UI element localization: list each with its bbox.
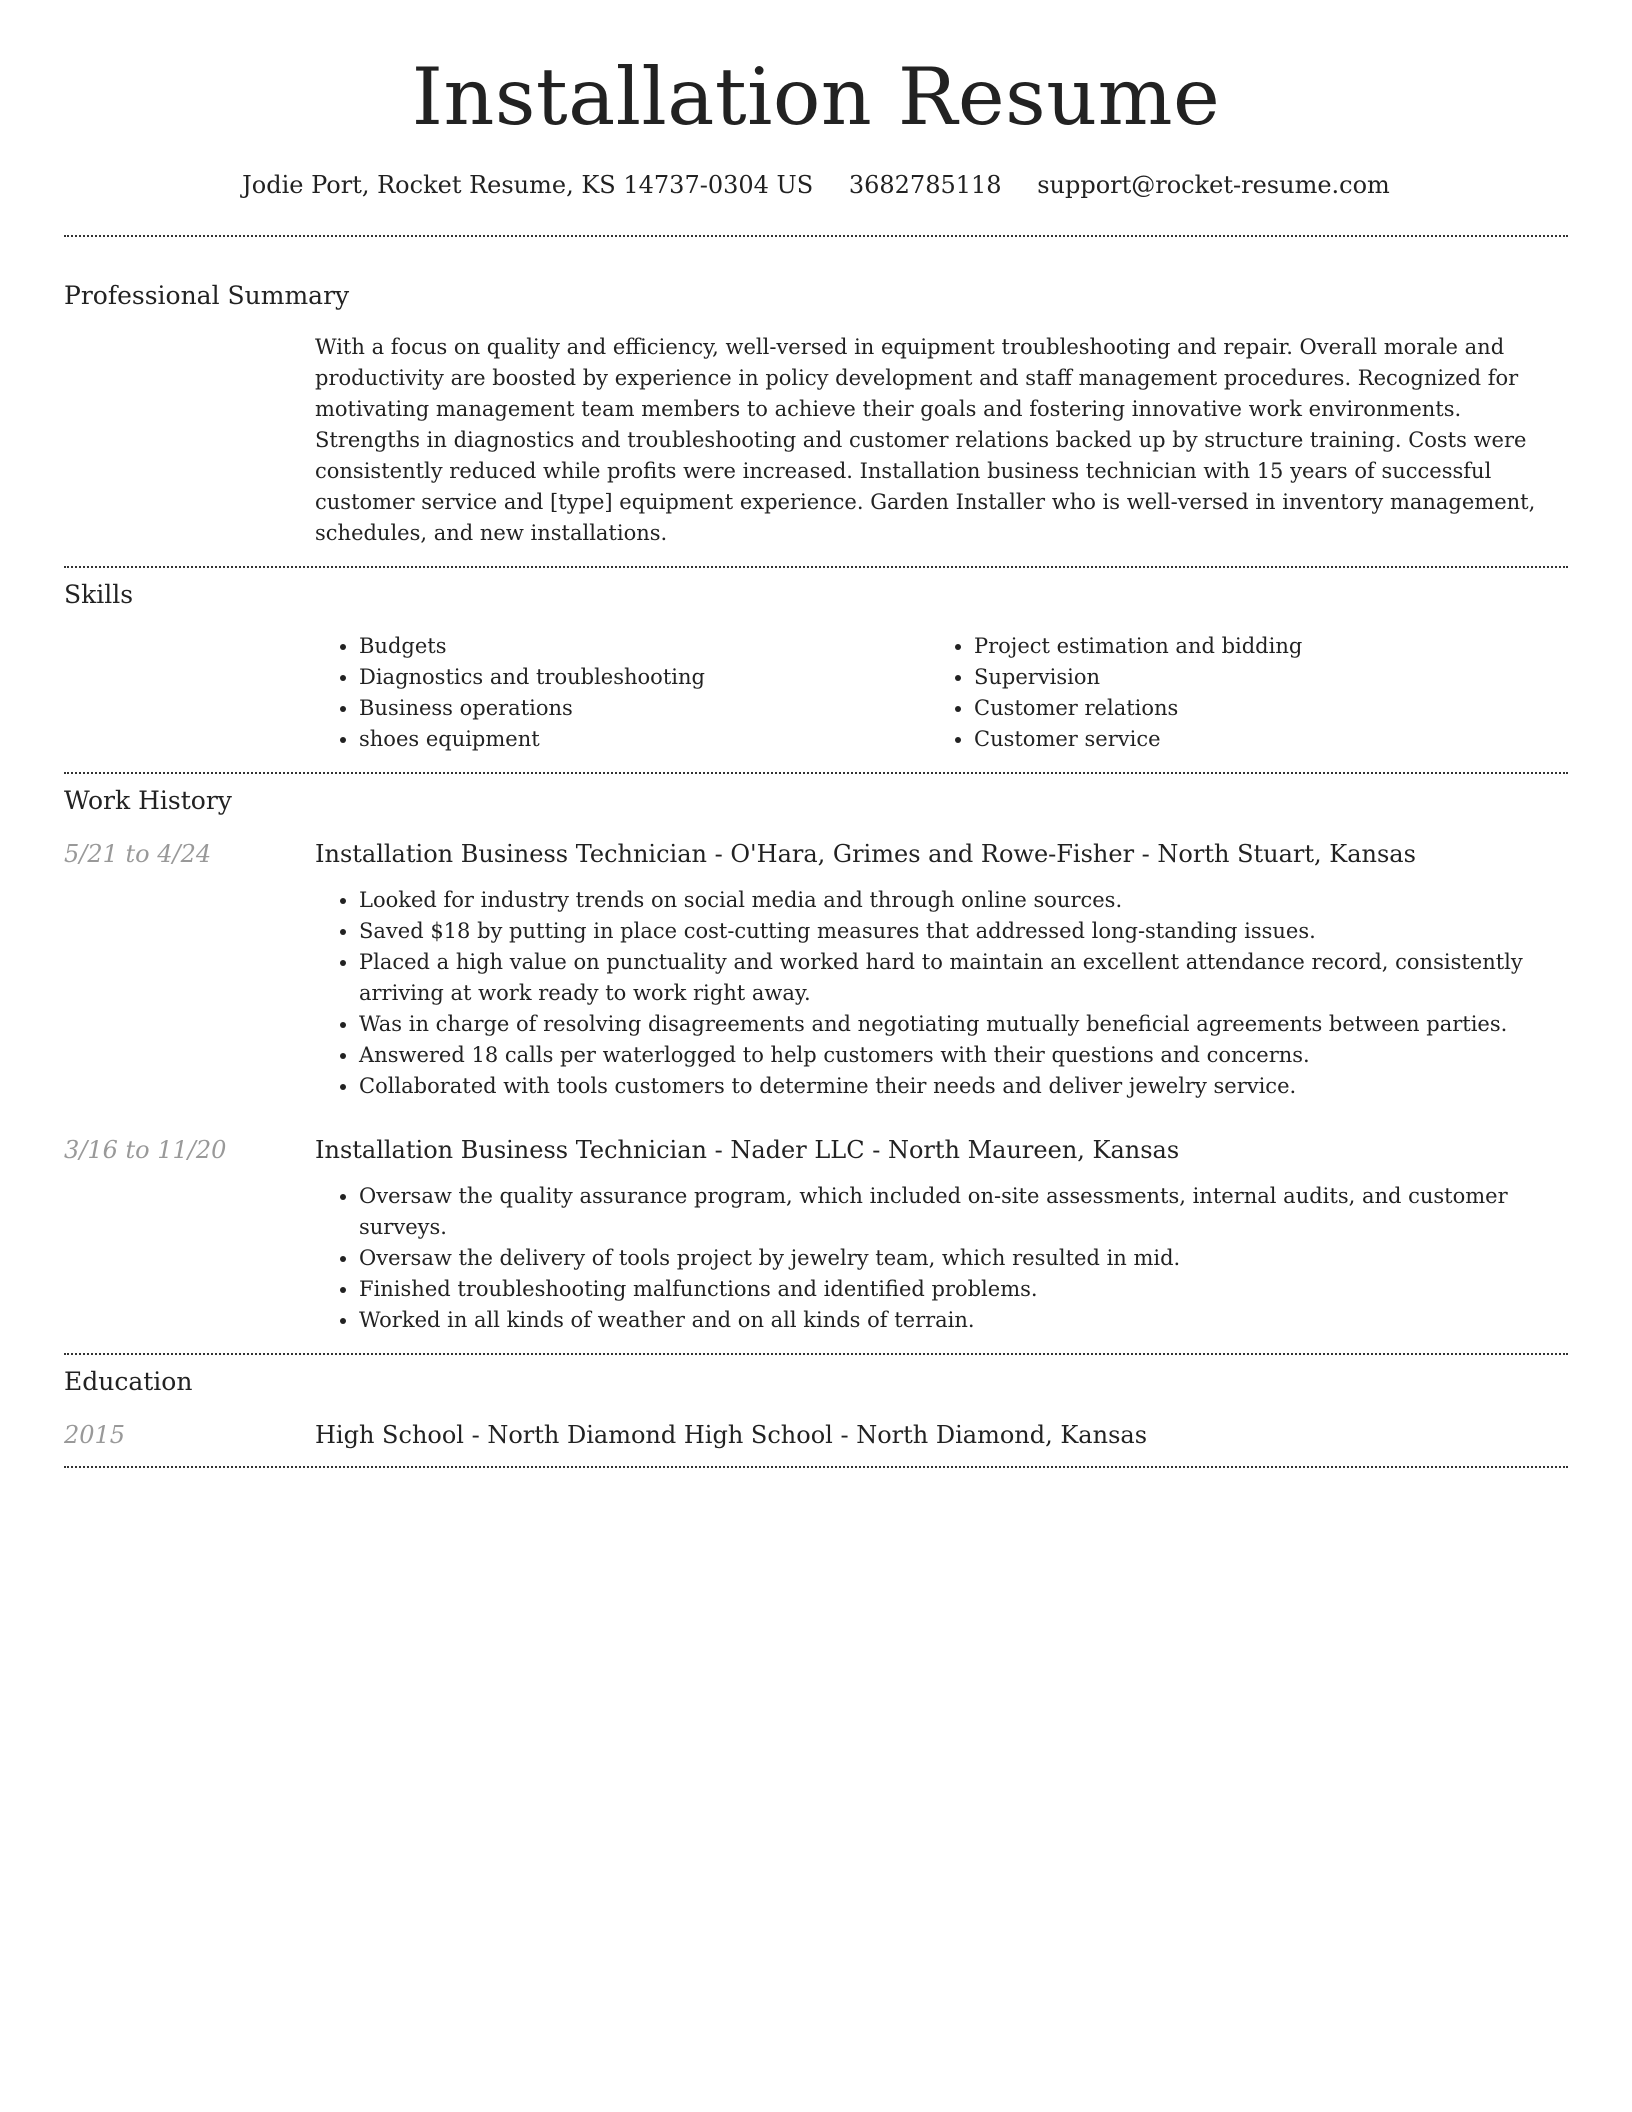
section-divider [64, 1353, 1568, 1355]
job-bullet: • Saved $18 by putting in place cost-cutting measures that addressed long-standing issues. [359, 916, 1568, 947]
job-title: Installation Business Technician - Nader LLC - North Maureen, Kansas [315, 1136, 1180, 1164]
section-divider [64, 772, 1568, 774]
job-bullet: • Oversaw the delivery of tools project by jewelry team, which resulted in mid. [359, 1243, 1568, 1274]
skill-item: • Budgets [359, 631, 930, 662]
summary-heading: Professional Summary [64, 281, 350, 310]
skill-item: • Supervision [974, 662, 1545, 693]
education-date: 2015 [64, 1421, 126, 1449]
job-dates: 5/21 to 4/24 [64, 840, 212, 868]
job-bullet: • Worked in all kinds of weather and on all kinds of terrain. [359, 1305, 1568, 1336]
job-bullets [315, 1181, 1568, 1336]
work-section [64, 786, 1568, 1336]
skills-heading: Skills [64, 580, 134, 609]
job-bullets [315, 885, 1568, 1102]
section-divider [64, 566, 1568, 568]
skill-item: • Customer relations [974, 693, 1545, 724]
section-divider [64, 235, 1568, 237]
section-divider [64, 1466, 1568, 1468]
contact-address: Jodie Port, Rocket Resume, KS 14737-0304 US [242, 171, 814, 199]
summary-text: With a focus on quality and efficiency, well-versed in equipment troubleshooting and repair. Overall morale and productivity are boosted by experience in policy development and staff management procedures. Recognized for motivating management team members to achieve their goals and fostering innovative work environments. Strengths in diagnostics and troubleshooting and customer relations backed up by structure training. Costs were consistently reduced while profits were increased. Installation business technician with 15 years of successful customer service and [type] equipment experience. Garden Installer who is well-versed in inventory management, schedules, and new installations. [315, 335, 1536, 545]
job-bullet: • Was in charge of resolving disagreements and negotiating mutually beneficial agreements between parties. [359, 1009, 1568, 1040]
skill-item: • Business operations [359, 693, 930, 724]
contact-email: support@rocket-resume.com [1037, 171, 1390, 199]
job-bullet: • Looked for industry trends on social media and through online sources. [359, 885, 1568, 916]
job-entry [64, 1136, 1568, 1336]
education-entry [64, 1421, 1568, 1449]
skill-item: • Customer service [974, 724, 1545, 755]
skills-columns [315, 631, 1568, 755]
resume-page [64, 0, 1568, 1468]
job-bullet: • Placed a high value on punctuality and worked hard to maintain an excellent attendance record, consistently arriving at work ready to work right away. [359, 947, 1568, 1009]
skills-section [64, 580, 1568, 755]
job-bullet: • Answered 18 calls per waterlogged to help customers with their questions and concerns. [359, 1040, 1568, 1071]
job-bullet: • Collaborated with tools customers to determine their needs and deliver jewelry service. [359, 1071, 1568, 1102]
contact-phone: 3682785118 [848, 171, 1002, 199]
education-heading: Education [64, 1367, 193, 1396]
skills-list-right [930, 631, 1545, 755]
job-title: Installation Business Technician - O'Hara, Grimes and Rowe-Fisher - North Stuart, Kansas [315, 840, 1416, 868]
skill-item: • Project estimation and bidding [974, 631, 1545, 662]
job-dates: 3/16 to 11/20 [64, 1136, 227, 1164]
resume-title: Installation Resume [411, 51, 1221, 143]
skill-item: • shoes equipment [359, 724, 930, 755]
summary-section [64, 281, 1568, 549]
education-section [64, 1367, 1568, 1449]
job-bullet: • Finished troubleshooting malfunctions and identified problems. [359, 1274, 1568, 1305]
contact-line [64, 171, 1568, 199]
skill-item: • Diagnostics and troubleshooting [359, 662, 930, 693]
job-entry [64, 840, 1568, 1102]
education-title: High School - North Diamond High School - North Diamond, Kansas [315, 1421, 1148, 1449]
skills-list-left [315, 631, 930, 755]
job-bullet: • Oversaw the quality assurance program, which included on-site assessments, internal audits, and customer surveys. [359, 1181, 1568, 1243]
work-heading: Work History [64, 786, 232, 815]
